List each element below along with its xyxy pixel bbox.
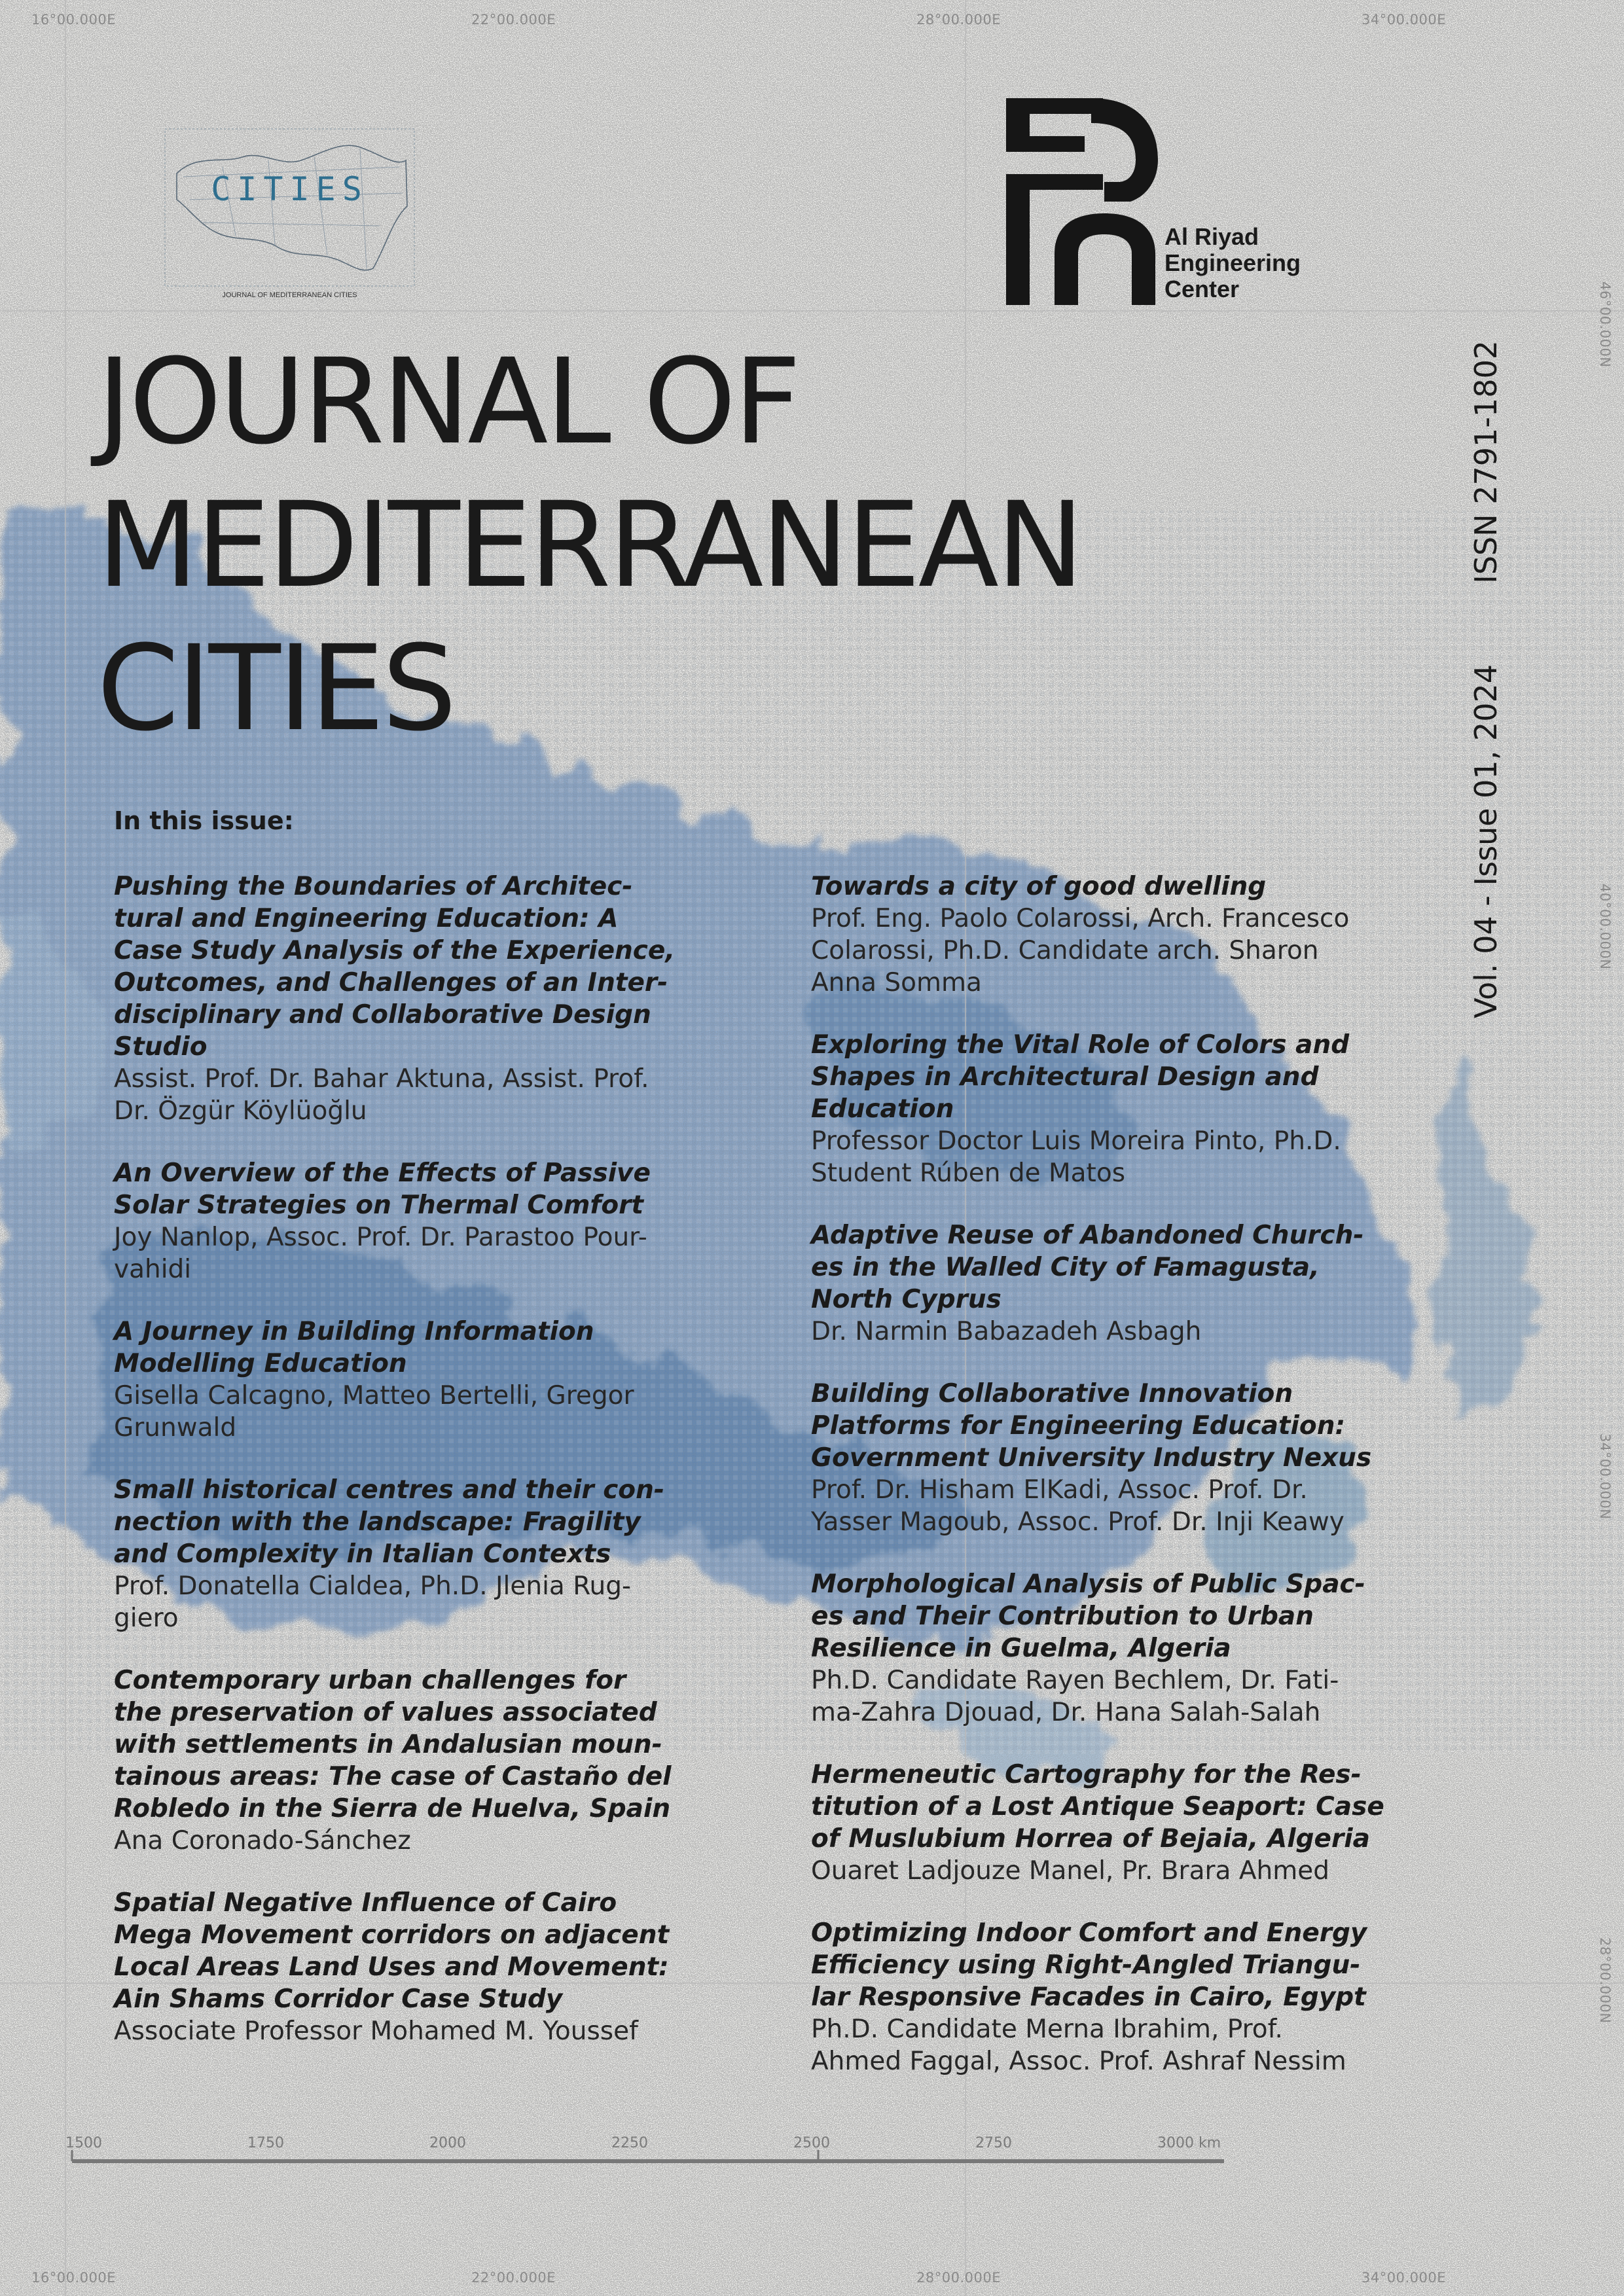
article-title-line: tural and Engineering Education: A — [114, 904, 619, 933]
journal-logo-title: CITIES — [211, 170, 369, 208]
coord-top-1: 16°00.000E — [31, 12, 116, 27]
article-entry — [114, 1316, 703, 1444]
article-title-line: es and Their Contribution to Urban — [811, 1602, 1314, 1631]
article-title-line: Outcomes, and Challenges of an Inter- — [114, 968, 668, 997]
article-title-line: Education — [811, 1094, 954, 1124]
scale-label: 2750 — [975, 2135, 1012, 2151]
article-title-line: Towards a city of good dwelling — [811, 872, 1267, 901]
publisher-name-line: Al Riyad — [1164, 223, 1259, 250]
article-title-line: Platforms for Engineering Education: — [811, 1411, 1346, 1441]
article-entry — [114, 1664, 703, 1857]
article-title-line: A Journey in Building Information — [114, 1317, 594, 1346]
coord-top-3: 28°00.000E — [916, 12, 1001, 27]
article-title-line: Adaptive Reuse of Abandoned Church- — [811, 1221, 1364, 1250]
article-title-line: Small historical centres and their con- — [114, 1475, 665, 1505]
article-authors-line: Joy Nanlop, Assoc. Prof. Dr. Parastoo Pour- — [114, 1223, 647, 1252]
article-title-line: and Complexity in Italian Contexts — [114, 1539, 611, 1569]
article-title-line: of Muslubium Horrea of Bejaia, Algeria — [811, 1824, 1370, 1854]
articles-column-right — [811, 870, 1400, 2108]
scale-label: 2000 — [429, 2135, 466, 2151]
article-authors-line: giero — [114, 1604, 179, 1633]
mediterranean-outline-icon — [164, 128, 416, 304]
article-title-line: disciplinary and Collaborative Design — [114, 1000, 651, 1030]
coord-right-3: 34°00.000N — [1597, 1433, 1613, 1520]
article-title-line: tainous areas: The case of Castaño del — [114, 1762, 672, 1791]
article-authors-line: Ph.D. Candidate Merna Ibrahim, Prof. — [811, 2015, 1283, 2044]
scale-label: 1750 — [247, 2135, 284, 2151]
article-authors-line: Colarossi, Ph.D. Candidate arch. Sharon — [811, 936, 1319, 965]
article-title-line: Case Study Analysis of the Experience, — [114, 936, 676, 965]
article-title-line: Mega Movement corridors on adjacent — [114, 1920, 670, 1950]
issue-info — [1468, 340, 1534, 1060]
article-title-line: lar Responsive Facades in Cairo, Egypt — [811, 1982, 1366, 2012]
article-title-line: Ain Shams Corridor Case Study — [114, 1984, 563, 2014]
article-entry — [811, 1917, 1400, 2077]
publisher-name-line: Center — [1164, 276, 1240, 302]
article-entry — [811, 1029, 1400, 1189]
journal-title-line: MEDITERRANEAN — [97, 477, 1082, 614]
coord-right-2: 40°00.000N — [1597, 884, 1613, 970]
coord-bottom-4: 34°00.000E — [1362, 2270, 1446, 2286]
journal-logo-caption: JOURNAL OF MEDITERRANEAN CITIES — [222, 291, 357, 299]
article-title-line: the preservation of values associated — [114, 1698, 657, 1727]
article-authors-line: Gisella Calcagno, Matteo Bertelli, Gregor — [114, 1381, 634, 1410]
article-title-line: Modelling Education — [114, 1349, 407, 1378]
article-authors-line: Prof. Dr. Hisham ElKadi, Assoc. Prof. Dr. — [811, 1475, 1308, 1505]
article-title-line: Solar Strategies on Thermal Comfort — [114, 1191, 644, 1220]
article-title-line: Optimizing Indoor Comfort and Energy — [811, 1918, 1367, 1948]
article-title-line: Morphological Analysis of Public Spac- — [811, 1570, 1365, 1599]
coord-right-1: 46°00.000N — [1597, 281, 1613, 368]
article-authors-line: Ouaret Ladjouze Manel, Pr. Brara Ahmed — [811, 1856, 1329, 1886]
publisher-name-line: Engineering — [1164, 249, 1301, 276]
journal-title — [97, 334, 1275, 774]
article-authors-line: Dr. Narmin Babazadeh Asbagh — [811, 1317, 1202, 1346]
articles-column-left — [114, 870, 703, 2077]
article-entry — [811, 1568, 1400, 1729]
article-authors-line: Prof. Eng. Paolo Colarossi, Arch. Francesco — [811, 904, 1350, 933]
issue-heading: In this issue: — [114, 806, 294, 835]
article-authors-line: Dr. Özgür Köylüoğlu — [114, 1096, 367, 1126]
article-title-line: titution of a Lost Antique Seaport: Case — [811, 1792, 1384, 1821]
coord-top-4: 34°00.000E — [1362, 12, 1446, 27]
scale-label: 2250 — [611, 2135, 648, 2151]
article-title-line: es in the Walled City of Famagusta, — [811, 1253, 1320, 1282]
article-title-line: Hermeneutic Cartography for the Res- — [811, 1760, 1362, 1789]
article-entry — [114, 1157, 703, 1285]
article-entry — [811, 1759, 1400, 1887]
article-entry — [114, 1887, 703, 2047]
article-authors-line: Grunwald — [114, 1413, 237, 1443]
article-entry — [114, 870, 703, 1127]
article-entry — [811, 870, 1400, 999]
article-authors-line: Professor Doctor Luis Moreira Pinto, Ph.D. — [811, 1126, 1341, 1156]
article-title-line: Spatial Negative Influence of Cairo — [114, 1888, 617, 1918]
article-authors-line: Associate Professor Mohamed M. Youssef — [114, 2017, 638, 2046]
coord-right-4: 28°00.000N — [1597, 1937, 1613, 2024]
article-title-line: Shapes in Architectural Design and — [811, 1062, 1319, 1092]
article-entry — [114, 1474, 703, 1634]
article-authors-line: vahidi — [114, 1255, 192, 1284]
article-title-line: An Overview of the Effects of Passive — [114, 1158, 651, 1188]
coord-top-2: 22°00.000E — [471, 12, 556, 27]
article-authors-line: Student Rúben de Matos — [811, 1158, 1126, 1188]
volume-issue: Vol. 04 - Issue 01, 2024 — [1468, 664, 1504, 1018]
article-authors-line: Ana Coronado-Sánchez — [114, 1826, 411, 1856]
article-authors-line: Yasser Magoub, Assoc. Prof. Dr. Inji Keawy — [811, 1507, 1344, 1537]
publisher-logo — [1006, 97, 1373, 310]
journal-title-line: CITIES — [97, 620, 454, 757]
article-title-line: Pushing the Boundaries of Architec- — [114, 872, 633, 901]
journal-title-line: JOURNAL OF — [97, 334, 799, 471]
article-authors-line: Ahmed Faggal, Assoc. Prof. Ashraf Nessim — [811, 2047, 1346, 2076]
arc-monogram-icon — [1006, 97, 1163, 310]
article-title-line: Resilience in Guelma, Algeria — [811, 1634, 1231, 1663]
scale-label: 3000 km — [1157, 2135, 1221, 2151]
coord-bottom-3: 28°00.000E — [916, 2270, 1001, 2286]
article-title-line: with settlements in Andalusian moun- — [114, 1730, 662, 1759]
article-authors-line: Anna Somma — [811, 968, 982, 997]
article-title-line: North Cyprus — [811, 1285, 1001, 1314]
article-title-line: Exploring the Vital Role of Colors and — [811, 1030, 1350, 1060]
coord-bottom-1: 16°00.000E — [31, 2270, 116, 2286]
coord-bottom-2: 22°00.000E — [471, 2270, 556, 2286]
article-entry — [811, 1219, 1400, 1348]
article-title-line: Studio — [114, 1032, 208, 1062]
article-entry — [811, 1378, 1400, 1538]
article-title-line: Building Collaborative Innovation — [811, 1379, 1293, 1408]
article-title-line: Contemporary urban challenges for — [114, 1666, 626, 1695]
article-authors-line: Ph.D. Candidate Rayen Bechlem, Dr. Fati- — [811, 1666, 1339, 1695]
article-title-line: Efficiency using Right-Angled Triangu- — [811, 1950, 1361, 1980]
scale-label: 1500 — [65, 2135, 102, 2151]
article-title-line: Local Areas Land Uses and Movement: — [114, 1952, 669, 1982]
article-authors-line: Prof. Donatella Cialdea, Ph.D. Jlenia Rug- — [114, 1571, 632, 1601]
article-title-line: Government University Industry Nexus — [811, 1443, 1372, 1473]
issn: ISSN 2791-1802 — [1468, 340, 1504, 584]
scale-label: 2500 — [793, 2135, 830, 2151]
article-authors-line: Assist. Prof. Dr. Bahar Aktuna, Assist. Prof. — [114, 1064, 649, 1094]
article-title-line: Robledo in the Sierra de Huelva, Spain — [114, 1794, 671, 1823]
article-authors-line: ma-Zahra Djouad, Dr. Hana Salah-Salah — [811, 1698, 1321, 1727]
journal-logo — [164, 128, 416, 304]
article-title-line: nection with the landscape: Fragility — [114, 1507, 641, 1537]
